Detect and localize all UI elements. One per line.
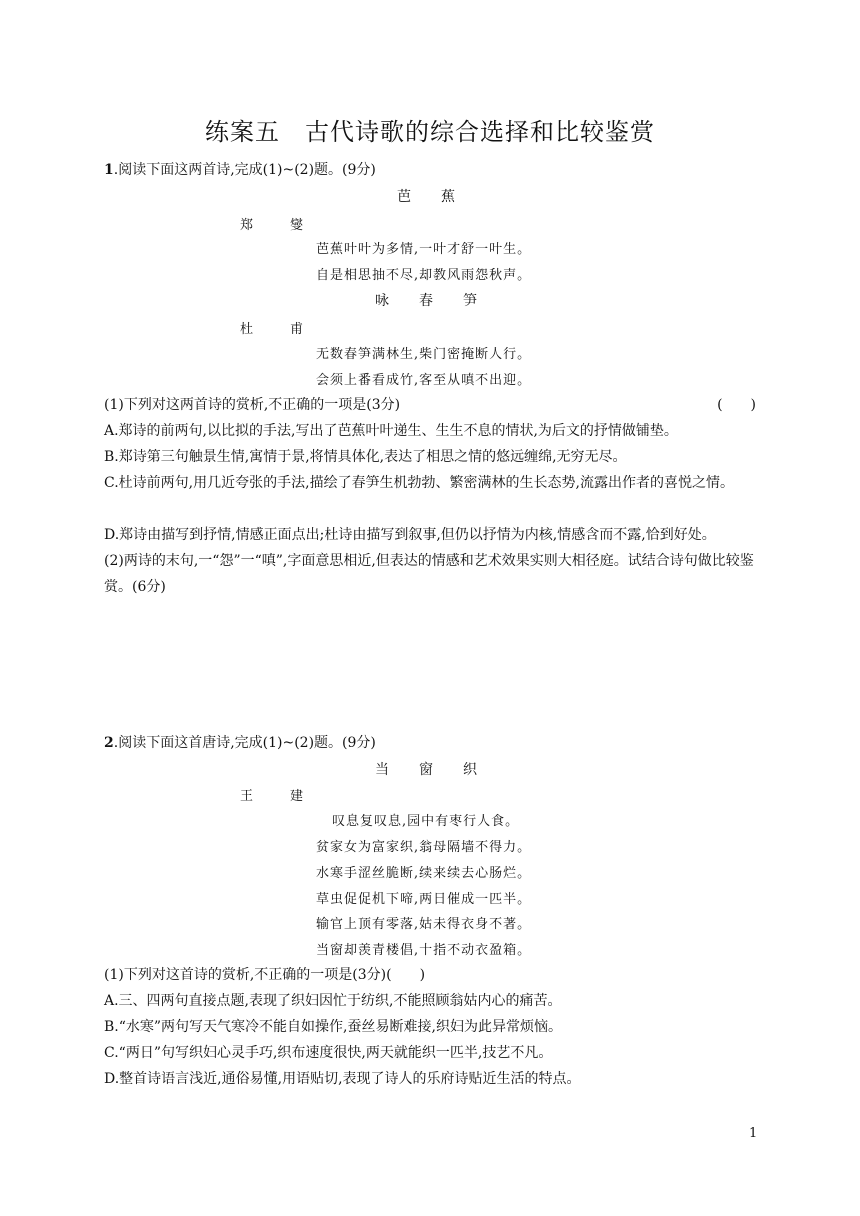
- q2-intro: [104, 730, 760, 756]
- q1-sub1: [104, 392, 760, 418]
- q1-sub2: (2)两诗的末句,一“怨”一“嗔”,字面意思相近,但表达的情感和艺术效果实则大相径庭。试结合诗句做比较鉴赏。(6分): [104, 553, 754, 595]
- q2-sub1: (1)下列对这首诗的赏析,不正确的一项是(3分)( ): [104, 967, 426, 983]
- q2-option-d: D.整首诗语言浅近,通俗易懂,用语贴切,表现了诗人的乐府诗贴近生活的特点。: [104, 1071, 581, 1087]
- poem2-line-1: 无数春笋满林生,柴门密掩断人行。: [316, 347, 532, 362]
- q1-option-c: C.杜诗前两句,用几近夸张的手法,描绘了春笋生机勃勃、繁密满林的生长态势,流露出作者的喜悦之情。: [104, 475, 735, 491]
- poem2-title: 咏 春 笋: [375, 293, 485, 309]
- q1-intro-text: .阅读下面这两首诗,完成(1)~(2)题。(9分): [113, 162, 376, 178]
- poem3-line-1: 叹息复叹息,园中有枣行人食。: [332, 814, 520, 829]
- page-title: 练案五 古代诗歌的综合选择和比较鉴赏: [205, 118, 655, 146]
- q2-option-a: A.三、四两句直接点题,表现了织妇因忙于纺织,不能照顾翁姑内心的痛苦。: [104, 993, 562, 1009]
- page-number: 1: [749, 1126, 758, 1141]
- poem1-author: 郑 燮: [240, 218, 316, 233]
- poem1-line-1: 芭蕉叶叶为多情,一叶才舒一叶生。: [316, 242, 532, 257]
- poem1-line-2: 自是相思抽不尽,却教风雨怨秋声。: [316, 268, 532, 283]
- q1-option-b: B.郑诗第三句触景生情,寓情于景,将情具体化,表达了相思之情的悠远缠绵,无穷无尽。: [104, 449, 627, 465]
- poem3-line-4: 草虫促促机下啼,两日催成一匹半。: [316, 892, 532, 907]
- q1-answer-blank: ( ): [717, 397, 756, 413]
- q1-number: 1: [104, 162, 114, 178]
- q2-option-b: B.“水寒”两句写天气寒冷不能自如操作,蚕丝易断难接,织妇为此异常烦恼。: [104, 1019, 562, 1035]
- poem3-line-3: 水寒手涩丝脆断,续来续去心肠烂。: [316, 866, 532, 881]
- poem2-author: 杜 甫: [240, 322, 316, 337]
- poem3-line-2: 贫家女为富家织,翁母隔墙不得力。: [316, 840, 532, 855]
- poem3-line-5: 输官上顶有零落,姑未得衣身不著。: [316, 917, 532, 932]
- poem3-title: 当 窗 织: [375, 762, 485, 778]
- poem1-title: 芭 蕉: [397, 189, 463, 205]
- q2-intro-text: .阅读下面这首唐诗,完成(1)~(2)题。(9分): [113, 735, 376, 751]
- poem2-line-2: 会须上番看成竹,客至从嗔不出迎。: [316, 373, 532, 388]
- q2-number: 2: [104, 735, 114, 751]
- q1-option-a: A.郑诗的前两句,以比拟的手法,写出了芭蕉叶叶递生、生生不息的情状,为后文的抒情做铺垫。: [104, 423, 678, 439]
- q2-option-c: C.“两日”句写织妇心灵手巧,织布速度很快,两天就能织一匹半,技艺不凡。: [104, 1045, 553, 1061]
- q1-intro: [104, 157, 760, 183]
- q1-sub1-text: (1)下列对这两首诗的赏析,不正确的一项是(3分): [104, 397, 401, 413]
- poem3-line-6: 当窗却羡青楼倡,十指不动衣盈箱。: [316, 943, 532, 958]
- poem3-author: 王 建: [240, 789, 316, 804]
- q1-option-d: D.郑诗由描写到抒情,情感正面点出;杜诗由描写到叙事,但仍以抒情为内核,情感含而不露,恰到好处。: [104, 527, 716, 543]
